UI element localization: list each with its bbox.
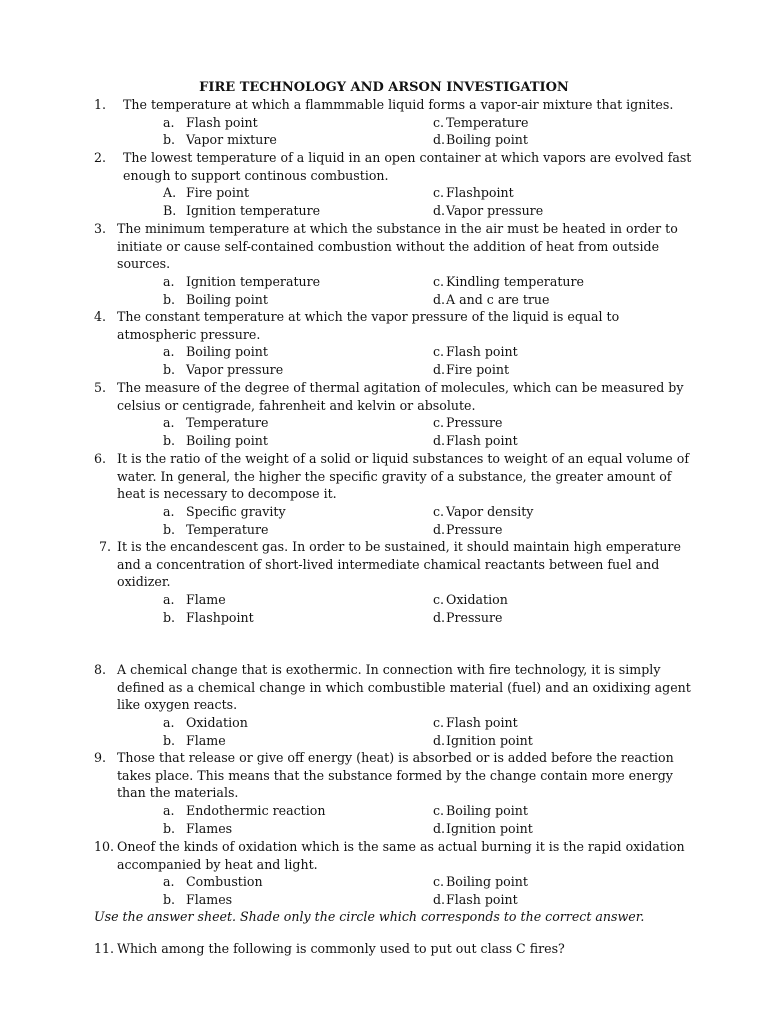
question-number: 5. [94,380,107,395]
question-10 [94,838,694,909]
question-9 [94,749,694,838]
question-number: 11. [94,941,115,956]
answer-options: a. Temperature b. Boiling point c. Pressure d. Flash point [163,415,518,449]
question-text: It is the encandescent gas. In order to be sustained, it should maintain high emperature and a concentration of short-lived intermediate chamical reactants between fuel and oxidizer. [117,539,681,590]
question-5 [94,379,694,450]
question-number: 4. [94,309,107,324]
question-text: Those that release or give off energy (heat) is absorbed or is added before the reaction takes place. This means that the substance formed by the change contain more energy than the materials. [117,750,674,801]
answer-sheet-instruction: Use the answer sheet. Shade only the circle which corresponds to the correct answer. [94,909,645,924]
question-text: Oneof the kinds of oxidation which is the same as actual burning it is the rapid oxidation accompanied by heat and light. [117,839,685,872]
question-number: 7. [99,539,112,554]
question-number: 6. [94,451,107,466]
document-title: FIRE TECHNOLOGY AND ARSON INVESTIGATION [199,80,569,95]
question-number: 10. [94,839,115,854]
question-8 [94,661,694,750]
answer-options: a. Oxidation b. Flame c. Flash point d. Ignition point [163,715,533,748]
question-2 [94,149,694,220]
answer-options: a. Endothermic reaction b. Flames c. Boiling point d. Ignition point [163,803,533,836]
question-text: It is the ratio of the weight of a solid or liquid substances to weight of an equal volume of water. In general, the higher the specific gravity of a substance, the greater amount of heat is necessary to decompose it. [117,451,689,502]
question-number: 2. [94,150,107,165]
question-6 [94,450,694,539]
answer-options: a. Specific gravity b. Temperature c. Vapor density d. Pressure [163,504,534,537]
answer-options: a. Flame b. Flashpoint c. Oxidation d. Pressure [163,592,508,625]
question-number: 3. [94,221,107,236]
question-1 [94,96,694,149]
question-text: The lowest temperature of a liquid in an open container at which vapors are evolved fast enough to support continous combustion. [123,150,692,183]
question-text: The minimum temperature at which the substance in the air must be heated in order to initiate or cause self-contained combustion without the addition of heat from outside sources. [117,221,678,272]
question-3 [94,220,694,309]
question-text: The constant temperature at which the vapor pressure of the liquid is equal to atmospheric pressure. [117,309,620,342]
question-text: The temperature at which a flammmable liquid forms a vapor-air mixture that ignites. [123,97,674,112]
question-text: The measure of the degree of thermal agitation of molecules, which can be measured by celsius or centigrade, fahrenheit and kelvin or absolute. [117,380,684,413]
answer-options: a. Combustion b. Flames c. Boiling point d. Flash point [163,874,528,908]
answer-options: a. Flash point b. Vapor mixture c. Temperature d. Boiling point [163,114,529,148]
question-text: Which among the following is commonly used to put out class C fires? [117,941,565,956]
question-11 [94,940,694,958]
answer-options: a. Ignition temperature b. Boiling point c. Kindling temperature d. A and c are true [163,274,584,307]
question-number: 1. [94,97,107,112]
question-number: 9. [94,750,107,765]
question-7 [94,538,694,627]
question-text: A chemical change that is exothermic. In connection with fire technology, it is simply defined as a chemical change in which combustible material (fuel) and an oxidixing agent like oxygen reacts. [117,662,691,713]
answer-options: a. Boiling point b. Vapor pressure c. Flash point d. Fire point [163,344,518,378]
answer-options: A. Fire point B. Ignition temperature c. Flashpoint d. Vapor pressure [163,185,544,219]
question-4 [94,308,694,379]
question-number: 8. [94,662,107,677]
